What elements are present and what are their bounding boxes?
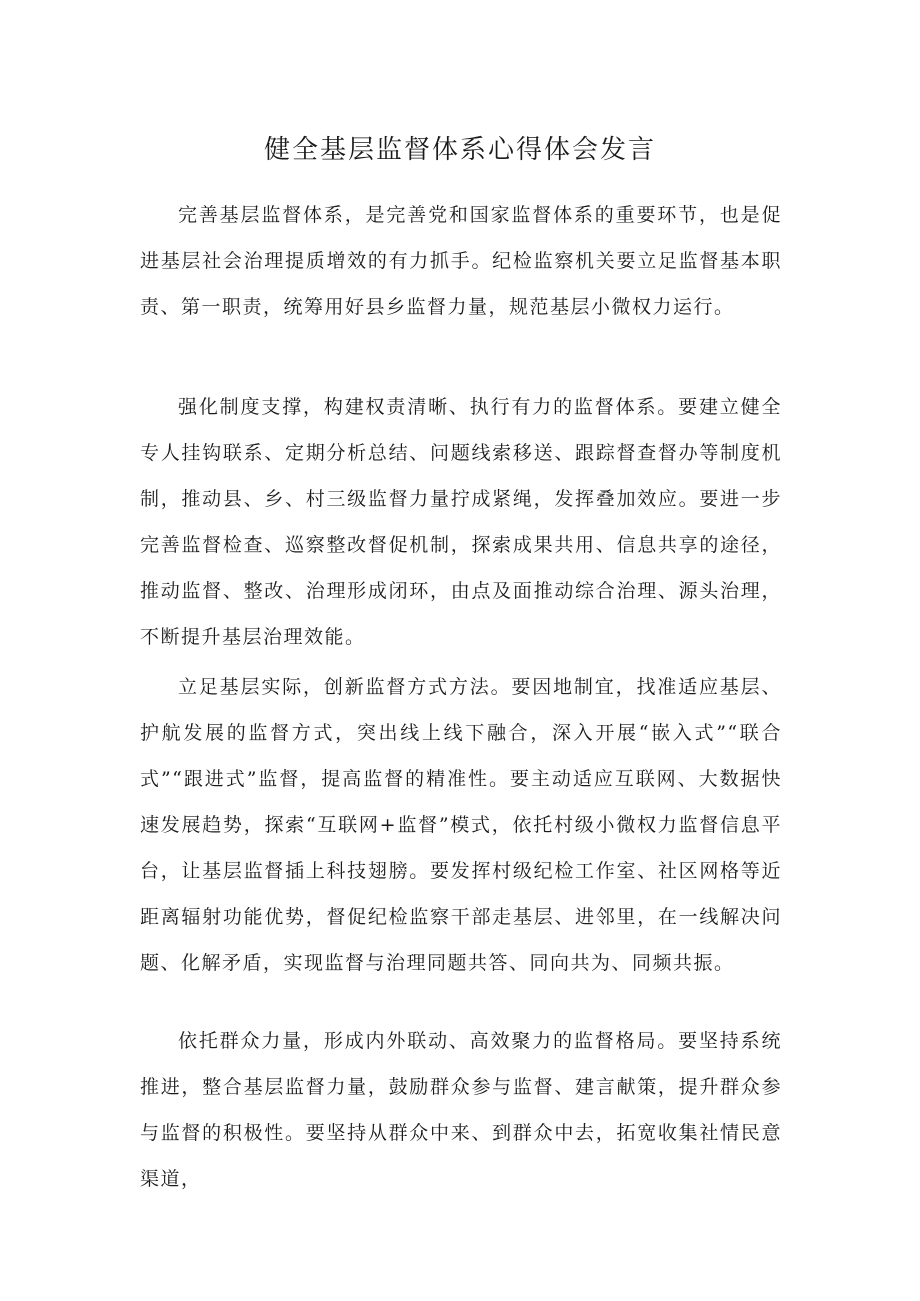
paragraph-2: 强化制度支撑，构建权责清晰、执行有力的监督体系。要建立健全专人挂钩联系、定期分析总结、问题线索移送、跟踪督查督办等制度机制，推动县、乡、村三级监督力量拧成紧绳，发挥叠加效应。要进一步完善监督检查、巡察整改督促机制，探索成果共用、信息共享的途径，推动监督、整改、治理形成闭环，由点及面推动综合治理、源头治理，不断提升基层治理效能。 — [140, 396, 782, 648]
paragraph-1: 完善基层监督体系，是完善党和国家监督体系的重要环节，也是促进基层社会治理提质增效的有力抓手。纪检监察机关要立足监督基本职责、第一职责，统筹用好县乡监督力量，规范基层小微权力运行。 — [140, 204, 782, 318]
paragraph-4: 依托群众力量，形成内外联动、高效聚力的监督格局。要坚持系统推进，整合基层监督力量，鼓励群众参与监督、建言献策，提升群众参与监督的积极性。要坚持从群众中来、到群众中去，拓宽收集社情民意渠道， — [140, 1030, 782, 1190]
document-title: 健全基层监督体系心得体会发言 — [263, 135, 656, 165]
paragraph-3: 立足基层实际，创新监督方式方法。要因地制宜，找准适应基层、护航发展的监督方式，突出线上线下融合，深入开展“嵌入式”“联合式”“跟进式”监督，提高监督的精准性。要主动适应互联网、大数据快速发展趋势，探索“互联网+监督”模式，依托村级小微权力监督信息平台，让基层监督插上科技翅膀。要发挥村级纪检工作室、社区网格等近距离辐射功能优势，督促纪检监察干部走基层、进邻里，在一线解决问题、化解矛盾，实现监督与治理同题共答、同向共为、同频共振。 — [140, 676, 782, 974]
